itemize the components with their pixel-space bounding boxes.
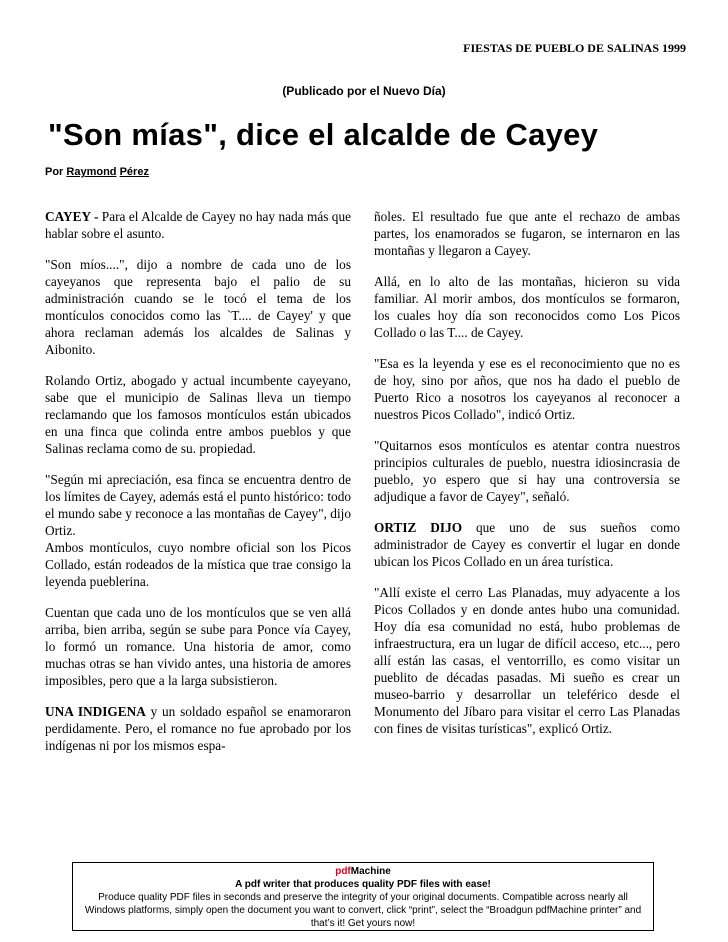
article-column-left	[45, 208, 351, 768]
paragraph-text: que uno de sus sueños como administrador de Cayey es convertir el lugar en donde ubican los Picos Collado en un área turística.	[374, 520, 681, 569]
paragraph: Cuentan que cada uno de los montículos que se ven allá arriba, bien arriba, según se sube para Ponce vía Cayey, lo formó un romance. Una historia de amor, como muchas otras se han vivido antes, una historia de amores imposibles, pero que a la larga subsistieron.	[45, 605, 351, 688]
paragraph-text: y un soldado español se enamoraron perdidamente. Pero, el romance no fue aprobado por los indígenas ni por los mismos espa-	[45, 704, 351, 753]
pdfmachine-footer-box	[72, 862, 654, 931]
paragraph	[374, 519, 680, 570]
published-note: (Publicado por el Nuevo Día)	[282, 84, 446, 98]
paragraph: "Esa es la leyenda y ese es el reconocimiento que no es de hoy, sino por años, que nos ha dado el pueblo de Puerto Rico a nosotros los cayeyanos al reconocer a nuestros Picos Collado", indicó Ortiz.	[374, 356, 680, 422]
paragraph: Rolando Ortiz, abogado y actual incumbente cayeyano, sabe que el municipio de Salinas lleva un tiempo reclamando que los famosos montículos están ubicados en una finca que colinda entre ambos pueblos y que Salinas reclama como de su. propiedad.	[45, 373, 351, 456]
paragraph-lead: ORTIZ DIJO	[374, 520, 463, 535]
paragraph: "Son míos....", dijo a nombre de cada uno de los cayeyanos que representa bajo el palio de su administración cuando se le tocó el tema de los montículos conocidos como las `T.... de Cayey' y que ahora reclaman además los alcaldes de Salinas y Aibonito.	[45, 257, 351, 357]
paragraph-lead: UNA INDIGENA	[45, 704, 146, 719]
byline-first-name: Raymond	[66, 166, 117, 178]
brand-pdf: pdf	[335, 866, 351, 877]
paragraph	[45, 703, 351, 754]
paragraph: Allá, en lo alto de las montañas, hicieron su vida familiar. Al morir ambos, dos montículos se formaron, los cuales hoy día son reconocidos como Los Picos Collado o las T.... de Cayey.	[374, 274, 680, 340]
byline-last-name: Pérez	[119, 166, 149, 178]
paragraph: "Allí existe el cerro Las Planadas, muy adyacente a los Picos Collados y en donde antes hubo una comunidad. Hoy día esa comunidad no está, hubo problemas de infraestructura, era un lugar de difícil acceso, etc..., pero allí están las casas, el ventorrillo, es como visitar un pueblito de décadas pasadas. Mi sueño es crear un museo-barrio y desarrollar un teleférico desde el Monumento del Jíbaro para visitar el cerro Las Planadas con fines de visitas turísticas", explicó Ortiz.	[374, 585, 680, 736]
footer-description: Produce quality PDF files in seconds and preserve the integrity of your original documents. Compatible across nearly all Windows platforms, simply open the document you want to convert, click “print”, select the “Broadgun pdfMachine printer” and that’s it! Get yours now!	[84, 892, 642, 929]
byline	[45, 166, 149, 178]
pdfmachine-logo	[73, 865, 653, 878]
running-title: FIESTAS DE PUEBLO DE SALINAS 1999	[463, 41, 686, 55]
article-headline: "Son mías", dice el alcalde de Cayey	[48, 117, 599, 152]
paragraph: ñoles. El resultado fue que ante el rechazo de ambas partes, los enamorados se fugaron, se internaron en las montañas y llegaron a Cayey.	[374, 209, 680, 258]
paragraph-lead: CAYEY -	[45, 209, 99, 224]
footer-tagline: A pdf writer that produces quality PDF files with ease!	[235, 879, 491, 890]
brand-machine: Machine	[350, 866, 391, 877]
byline-prefix: Por	[45, 166, 64, 178]
paragraph: Ambos montículos, cuyo nombre oficial son los Picos Collado, están rodeados de la mística que trae consigo la leyenda pueblerina.	[45, 540, 351, 589]
paragraph: "Quitarnos esos montículos es atentar contra nuestros principios culturales de pueblo, nuestra idiosincrasia de pueblo, yo espero que si hay una controversia se adjudique a favor de Cayey", señaló.	[374, 438, 680, 504]
paragraph	[45, 208, 351, 242]
paragraph: "Según mi apreciación, esa finca se encuentra dentro de los límites de Cayey, además está el punto histórico: todo el mundo sabe y reconoce a las montañas de Cayey", dijo Ortiz.	[45, 472, 351, 538]
article-column-right	[374, 208, 680, 751]
paragraph-text: Para el Alcalde de Cayey no hay nada más que hablar sobre el asunto.	[45, 209, 351, 241]
